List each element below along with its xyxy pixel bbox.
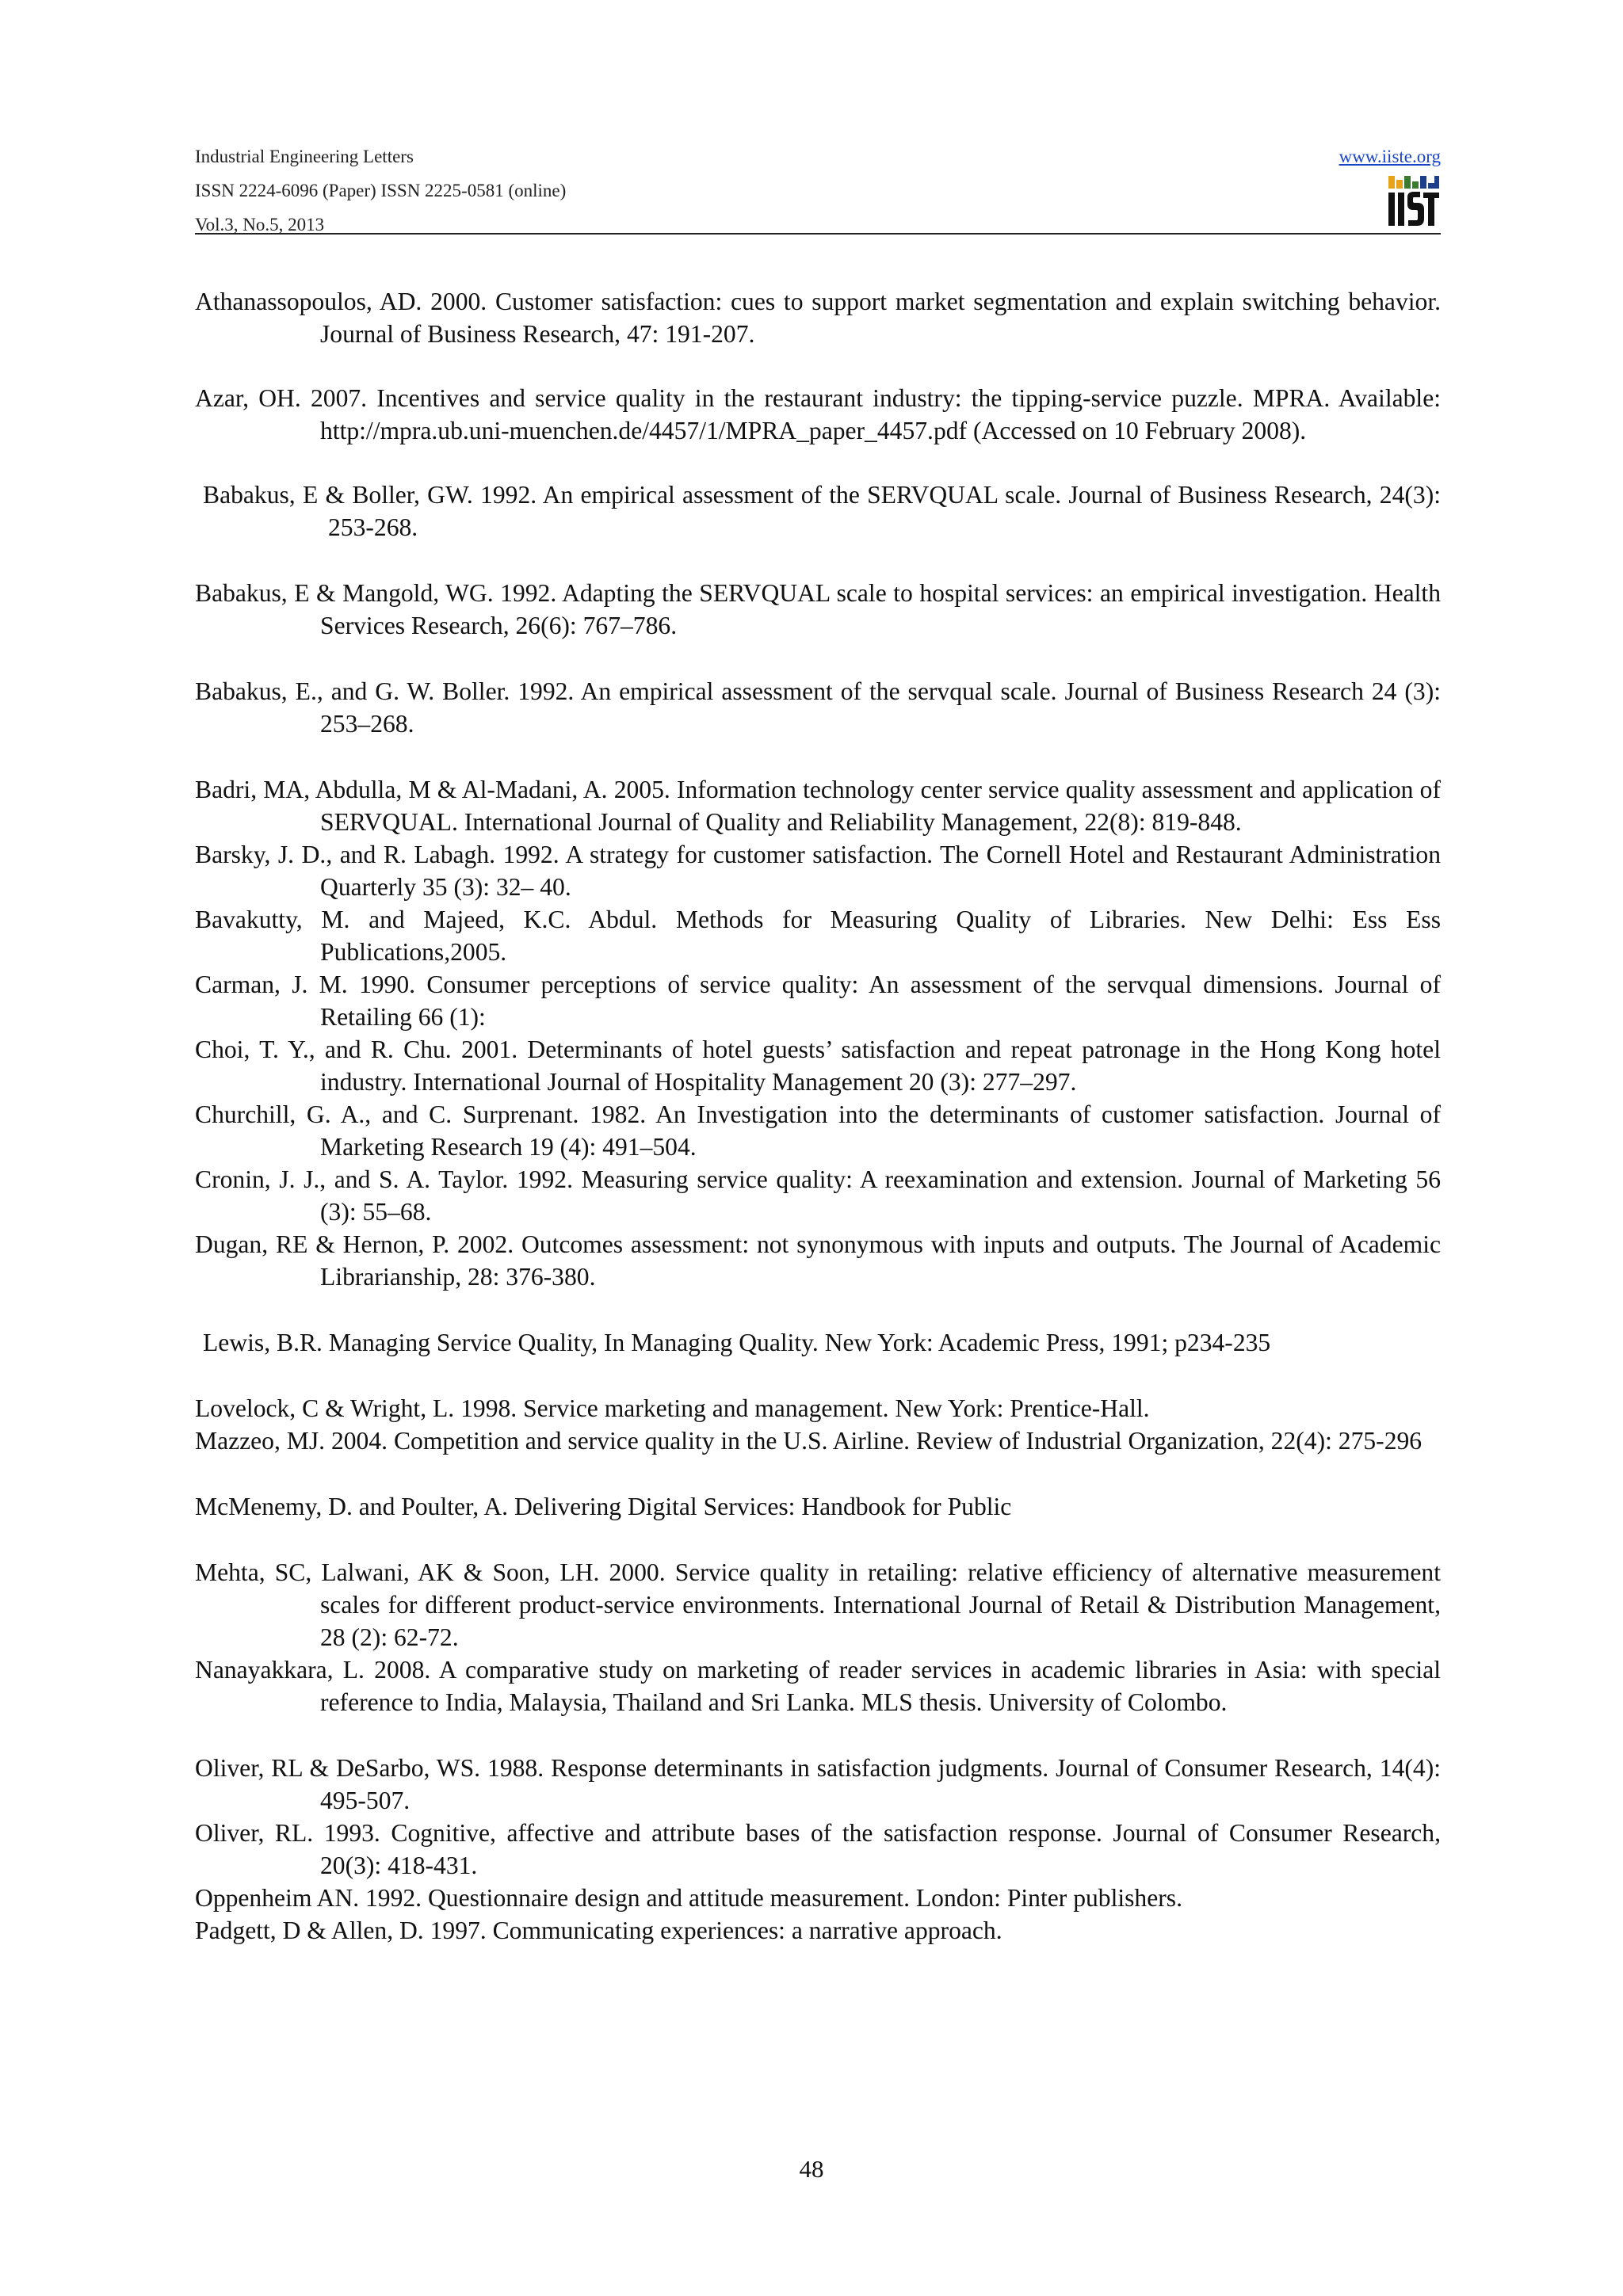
reference-entry: Azar, OH. 2007. Incentives and service quality in the restaurant industry: the tipping-service puzzle. MPRA. Available: http://mpra.ub.uni-muenchen.de/4457/1/MPRA_paper_4457.pdf (Accessed on 10 February 2008). — [195, 384, 1441, 444]
reference-entry: Oliver, RL & DeSarbo, WS. 1988. Response determinants in satisfaction judgments. Journal of Consumer Research, 14(4): 495-507. — [195, 1754, 1441, 1814]
reference-entry: Lewis, B.R. Managing Service Quality, In Managing Quality. New York: Academic Press, 1991; p234-235 — [203, 1329, 1271, 1356]
page-number: 48 — [799, 2155, 824, 2183]
reference-entry: Cronin, J. J., and S. A. Taylor. 1992. Measuring service quality: A reexamination and extension. Journal of Marketing 56 (3): 55–68. — [195, 1165, 1441, 1226]
page-header — [195, 135, 1441, 235]
reference-entry: Athanassopoulos, AD. 2000. Customer satisfaction: cues to support market segmentation and explain switching behavior. Journal of Business Research, 47: 191-207. — [195, 288, 1441, 348]
reference-entry: Carman, J. M. 1990. Consumer perceptions of service quality: An assessment of the servqual dimensions. Journal of Retailing 66 (1): — [195, 971, 1441, 1031]
reference-entry: Lovelock, C & Wright, L. 1998. Service marketing and management. New York: Prentice-Hall. — [195, 1394, 1150, 1422]
reference-entry: Choi, T. Y., and R. Chu. 2001. Determinants of hotel guests’ satisfaction and repeat patronage in the Hong Kong hotel industry. International Journal of Hospitality Management 20 (3): 277–297. — [195, 1035, 1441, 1096]
reference-entry: Mehta, SC, Lalwani, AK & Soon, LH. 2000. Service quality in retailing: relative efficiency of alternative measurement scales for different product-service environments. International Journal of Retail & Distribution Management, 28 (2): 62-72. — [195, 1558, 1441, 1651]
reference-entry: Padgett, D & Allen, D. 1997. Communicating experiences: a narrative approach. — [195, 1917, 1002, 1944]
reference-entry: Babakus, E & Mangold, WG. 1992. Adapting the SERVQUAL scale to hospital services: an empirical investigation. Health Services Research, 26(6): 767–786. — [195, 579, 1441, 639]
reference-list — [195, 285, 1441, 1947]
reference-entry: Churchill, G. A., and C. Surprenant. 1982. An Investigation into the determinants of customer satisfaction. Journal of Marketing Research 19 (4): 491–504. — [195, 1100, 1441, 1161]
reference-entry: Babakus, E & Boller, GW. 1992. An empirical assessment of the SERVQUAL scale. Journal of Business Research, 24(3): 253-268. — [203, 481, 1441, 541]
reference-entry: Babakus, E., and G. W. Boller. 1992. An empirical assessment of the servqual scale. Journal of Business Research 24 (3): 253–268. — [195, 677, 1441, 738]
reference-entry: McMenemy, D. and Poulter, A. Delivering Digital Services: Handbook for Public — [195, 1493, 1012, 1520]
reference-entry: Mazzeo, MJ. 2004. Competition and service quality in the U.S. Airline. Review of Industrial Organization, 22(4): 275-296 — [195, 1427, 1423, 1455]
header-right — [1339, 139, 1441, 233]
reference-entry: Dugan, RE & Hernon, P. 2002. Outcomes assessment: not synonymous with inputs and outputs. The Journal of Academic Librarianship, 28: 376-380. — [195, 1230, 1441, 1291]
reference-entry: Bavakutty, M. and Majeed, K.C. Abdul. Methods for Measuring Quality of Libraries. New Delhi: Ess Ess Publications,2005. — [195, 906, 1441, 966]
journal-volume: Vol.3, No.5, 2013 — [195, 215, 325, 235]
journal-title: Industrial Engineering Letters — [195, 147, 414, 166]
reference-entry: Oppenheim AN. 1992. Questionnaire design and attitude measurement. London: Pinter publishers. — [195, 1884, 1182, 1912]
website-link[interactable]: www.iiste.org — [1338, 147, 1441, 166]
reference-entry: Badri, MA, Abdulla, M & Al-Madani, A. 2005. Information technology center service quality assessment and application of SERVQUAL. International Journal of Quality and Reliability Management, 22(8): 819-848. — [195, 776, 1441, 836]
iiste-logo-icon — [1387, 174, 1441, 233]
reference-entry: Barsky, J. D., and R. Labagh. 1992. A strategy for customer satisfaction. The Cornell Hotel and Restaurant Administration Quarterly 35 (3): 32– 40. — [195, 841, 1441, 901]
reference-entry: Oliver, RL. 1993. Cognitive, affective and attribute bases of the satisfaction response. Journal of Consumer Research, 20(3): 418-431. — [195, 1819, 1441, 1879]
journal-info — [195, 139, 566, 242]
journal-issn: ISSN 2224-6096 (Paper) ISSN 2225-0581 (online) — [195, 181, 567, 200]
reference-entry: Nanayakkara, L. 2008. A comparative study on marketing of reader services in academic libraries in Asia: with special reference to India, Malaysia, Thailand and Sri Lanka. MLS thesis. University of Colombo. — [195, 1656, 1441, 1716]
